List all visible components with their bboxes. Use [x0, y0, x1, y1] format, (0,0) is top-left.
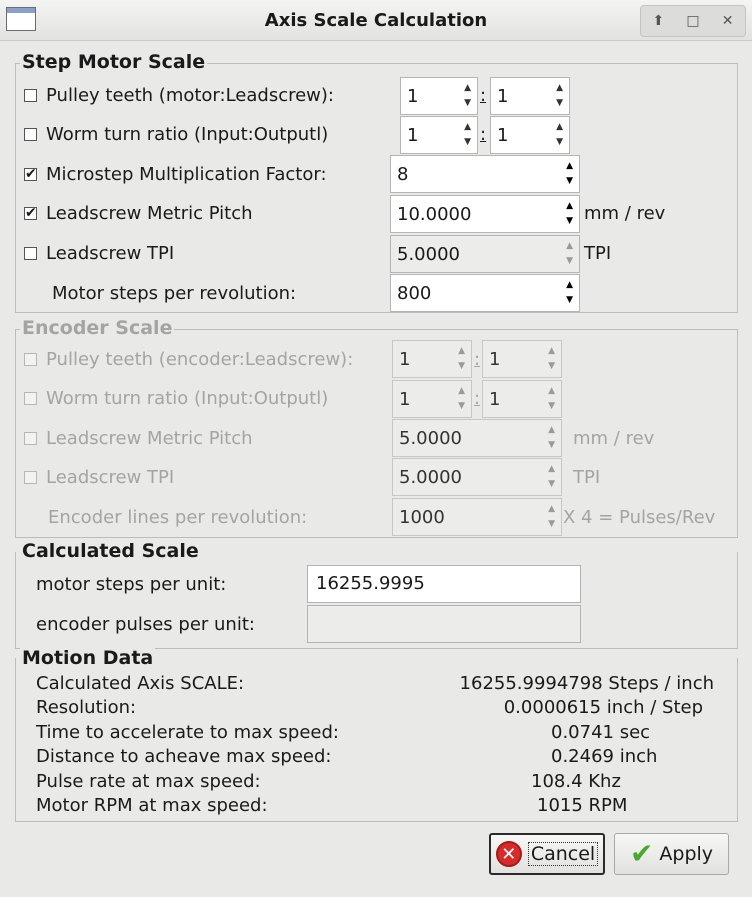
- spin-arrows-icon: ▲ ▼: [458, 346, 465, 371]
- cancel-icon: ✕: [496, 841, 522, 867]
- motor-steps-unit-label: motor steps per unit:: [36, 574, 227, 595]
- spin-arrows-icon: ▲ ▼: [566, 241, 573, 266]
- spin-arrows-icon: ▲ ▼: [566, 161, 573, 186]
- motor-steps-rev-spinbox[interactable]: 800 ▲ ▼: [390, 274, 580, 312]
- tpi-checkbox[interactable]: Leadscrew TPI: [24, 243, 174, 264]
- encoder-title: Encoder Scale: [22, 317, 173, 339]
- checkmark-icon: ✔: [25, 205, 37, 221]
- encoder-lines-rev-label: Encoder lines per revolution:: [48, 507, 308, 528]
- pulley-leadscrew-spinbox[interactable]: 1 ▲ ▼: [490, 77, 570, 115]
- motion-title: Motion Data: [22, 647, 154, 669]
- encoder-metric-pitch-unit: mm / rev: [573, 428, 655, 449]
- metric-pitch-unit: mm / rev: [584, 203, 666, 224]
- encoder-lines-rev-spinbox[interactable]: 1000 ▲ ▼: [392, 498, 562, 536]
- encoder-tpi-checkbox[interactable]: Leadscrew TPI: [24, 467, 174, 488]
- checkmark-icon: ✔: [25, 166, 37, 182]
- motion-row: Distance to acheave max speed: 0.2469 inch: [36, 746, 658, 767]
- step-motor-title: Step Motor Scale: [22, 51, 206, 73]
- pulley-teeth-checkbox[interactable]: Pulley teeth (motor:Leadscrew):: [24, 85, 334, 106]
- motion-row: Calculated Axis SCALE: 16255.9994798 Steps / inch: [36, 673, 714, 694]
- spin-arrows-icon: ▲ ▼: [458, 386, 465, 411]
- encoder-pulses-unit-label: encoder pulses per unit:: [36, 614, 255, 635]
- spin-arrows-icon: ▲ ▼: [548, 464, 555, 489]
- metric-pitch-checkbox[interactable]: ✔ Leadscrew Metric Pitch: [25, 203, 253, 224]
- encoder-metric-pitch-checkbox[interactable]: Leadscrew Metric Pitch: [24, 428, 253, 449]
- maximize-icon[interactable]: □: [686, 13, 700, 29]
- window-controls: [640, 5, 746, 37]
- motor-steps-rev-label: Motor steps per revolution:: [52, 283, 297, 304]
- microstep-spinbox[interactable]: 8 ▲ ▼: [390, 155, 580, 193]
- ratio-colon: :: [480, 85, 487, 106]
- spin-arrows-icon: ▲ ▼: [464, 122, 471, 147]
- spin-arrows-icon: ▲ ▼: [566, 201, 573, 226]
- worm-output-spinbox[interactable]: 1 ▲ ▼: [490, 116, 570, 154]
- spin-arrows-icon: ▲ ▼: [556, 83, 563, 108]
- worm-ratio-checkbox[interactable]: Worm turn ratio (Input:Outputl): [24, 124, 328, 145]
- motion-row: Resolution: 0.0000615 inch / Step: [36, 697, 703, 718]
- encoder-lines-rev-unit: X 4 = Pulses/Rev: [563, 507, 716, 528]
- encoder-metric-pitch-spinbox[interactable]: 5.0000 ▲ ▼: [392, 419, 562, 457]
- motion-row: Time to accelerate to max speed: 0.0741 sec: [36, 722, 651, 743]
- checkmark-icon: ✔: [629, 837, 654, 870]
- checkbox-icon: [24, 128, 37, 141]
- encoder-tpi-unit: TPI: [573, 467, 601, 488]
- encoder-pulses-unit-field: [307, 605, 581, 643]
- encoder-worm-a-spinbox[interactable]: 1 ▲ ▼: [392, 380, 472, 418]
- checkbox-icon: [24, 471, 37, 484]
- microstep-checkbox[interactable]: ✔ Microstep Multiplication Factor:: [25, 164, 327, 185]
- title-bar: [0, 0, 752, 41]
- spin-arrows-icon: ▲ ▼: [548, 504, 555, 529]
- motor-steps-unit-field: 16255.9995: [307, 565, 581, 603]
- encoder-pulley-a-spinbox[interactable]: 1 ▲ ▼: [392, 340, 472, 378]
- checkbox-icon: [24, 247, 37, 260]
- spin-arrows-icon: ▲ ▼: [548, 346, 555, 371]
- checkbox-icon: [24, 392, 37, 405]
- motion-row: Pulse rate at max speed: 108.4 Khz: [36, 771, 621, 792]
- encoder-tpi-spinbox[interactable]: 5.0000 ▲ ▼: [392, 458, 562, 496]
- spin-arrows-icon: ▲ ▼: [464, 83, 471, 108]
- motion-row: Motor RPM at max speed: 1015 RPM: [36, 795, 628, 816]
- ratio-colon: :: [480, 124, 487, 145]
- spin-arrows-icon: ▲ ▼: [548, 386, 555, 411]
- tpi-spinbox[interactable]: 5.0000 ▲ ▼: [390, 235, 580, 273]
- encoder-worm-b-spinbox[interactable]: 1 ▲ ▼: [482, 380, 562, 418]
- close-icon[interactable]: ✕: [721, 13, 734, 29]
- encoder-pulley-b-spinbox[interactable]: 1 ▲ ▼: [482, 340, 562, 378]
- cancel-button[interactable]: ✕ Cancel: [489, 833, 605, 875]
- encoder-worm-checkbox[interactable]: Worm turn ratio (Input:Outputl): [24, 388, 328, 409]
- metric-pitch-spinbox[interactable]: 10.0000 ▲ ▼: [390, 195, 580, 233]
- encoder-pulley-checkbox[interactable]: Pulley teeth (encoder:Leadscrew):: [24, 349, 353, 370]
- tpi-unit: TPI: [584, 243, 612, 264]
- checkbox-icon: [24, 89, 37, 102]
- ratio-colon: :: [474, 388, 481, 409]
- pulley-motor-spinbox[interactable]: 1 ▲ ▼: [400, 77, 478, 115]
- calculated-title: Calculated Scale: [22, 540, 199, 562]
- spin-arrows-icon: ▲ ▼: [566, 280, 573, 305]
- checkbox-icon: [24, 432, 37, 445]
- spin-arrows-icon: ▲ ▼: [556, 122, 563, 147]
- checkbox-icon: [24, 353, 37, 366]
- ratio-colon: :: [474, 349, 481, 370]
- worm-input-spinbox[interactable]: 1 ▲ ▼: [400, 116, 478, 154]
- spin-arrows-icon: ▲ ▼: [548, 425, 555, 450]
- apply-button[interactable]: ✔ Apply: [614, 833, 729, 875]
- window-title: Axis Scale Calculation: [264, 10, 488, 31]
- shade-icon[interactable]: ⬆: [652, 13, 665, 29]
